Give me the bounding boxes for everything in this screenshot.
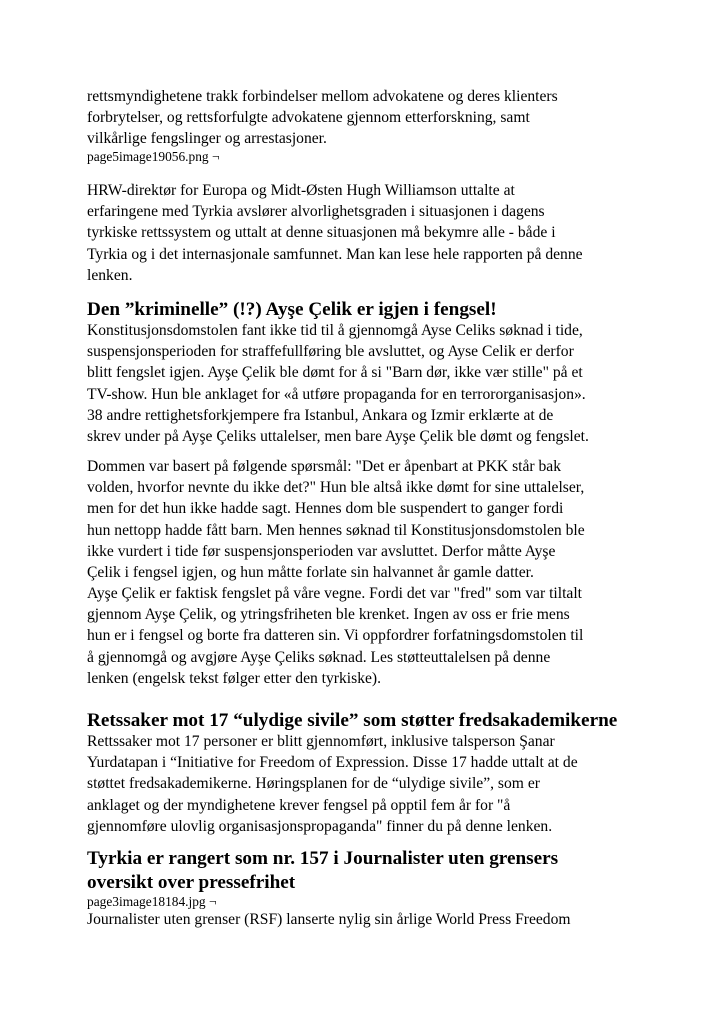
image-placeholder-caption: page5image19056.png ¬ (87, 149, 220, 164)
image-placeholder-caption-2: page3image18184.jpg ¬ (87, 894, 217, 909)
heading-trials-17-civilians: Retssaker mot 17 “ulydige sivile” som støtter fredsakademikerne (87, 710, 618, 731)
paragraph-verdict-basis: Dommen var basert på følgende spørsmål: "Det er åpenbart at PKK står bak volden, hvorfor nevnte du ikke det?" Hun ble altså ikke dømt for sine uttalelser, men for det hun ikke hadde sagt. Hennes dom ble suspendert to ganger fordi hun nettopp hadde fått barn. Men hennes søknad til Konstitusjonsdomstolen ble ikke vurdert i tide før suspensjonsperioden var avsluttet. Derfor måtte Ayşe Çelik i fengsel igjen, og hun måtte forlate sin halvannet år gamle datter. (87, 458, 585, 582)
paragraph-trials-17-civilians: Rettssaker mot 17 personer er blitt gjennomført, inklusive talsperson Şanar Yurdatapan i “Initiative for Freedom of Expression. Disse 17 hadde uttalt at de støttet fredsakademikerne. Høringsplanen for de “ulydige sivile”, som er anklaget og der myndighetene krever fengsel på opptil fem år for "å gjennomføre ulovlig organisasjonspropaganda" finner du på denne lenken. (87, 733, 578, 835)
paragraph-hrw-statement: HRW-direktør for Europa og Midt-Østen Hugh Williamson uttalte at erfaringene med Tyrkia avslører alvorlighetsgraden i situasjonen i dagens tyrkiske rettssystem og uttalt at denne situasjonen må bekymre alle - både i Tyrkia og i det internasjonale samfunnet. Man kan lese hele rapporten på denne lenken. (87, 182, 583, 284)
paragraph-rsf-index: Journalister uten grenser (RSF) lanserte nylig sin årlige World Press Freedom (87, 911, 571, 928)
heading-ayse-celik: Den ”kriminelle” (!?) Ayşe Çelik er igjen i fengsel! (87, 299, 497, 320)
paragraph-lawyers-prosecution: rettsmyndighetene trakk forbindelser mellom advokatene og deres klienters forbrytelser, og rettsforfulgte advokatene gjennom etterforskning, samt vilkårlige fengslinger og arrestasjoner. (87, 88, 558, 148)
paragraph-ayse-celik-imprisoned: Konstitusjonsdomstolen fant ikke tid til å gjennomgå Ayse Celiks søknad i tide, suspensjonsperioden for straffefullføring ble avsluttet, og Ayse Celik er derfor blitt fengslet igjen. Ayşe Çelik ble dømt for å si "Barn dør, ikke vær stille" på et TV-show. Hun ble anklaget for «å utføre propaganda for en terrororganisasjon». 38 andre rettighetsforkjempere fra Istanbul, Ankara og Izmir erklærte at de skrev under på Ayşe Çeliks uttalelser, men bare Ayşe Çelik ble dømt og fengslet. (87, 322, 589, 446)
paragraph-imprisoned-on-our-behalf: Ayşe Çelik er faktisk fengslet på våre vegne. Fordi det var "fred" som var tiltalt gjennom Ayşe Çelik, og ytringsfriheten ble krenket. Ingen av oss er frie mens hun er i fengsel og borte fra datteren sin. Vi oppfordrer forfatningsdomstolen til å gjennomgå og avgjøre Ayşe Çeliks søknad. Les støtteuttalelsen på denne lenken (engelsk tekst følger etter den tyrkiske). (87, 585, 584, 687)
heading-press-freedom-ranking: Tyrkia er rangert som nr. 157 i Journalister uten grensers oversikt over pressefrihet (87, 848, 559, 893)
